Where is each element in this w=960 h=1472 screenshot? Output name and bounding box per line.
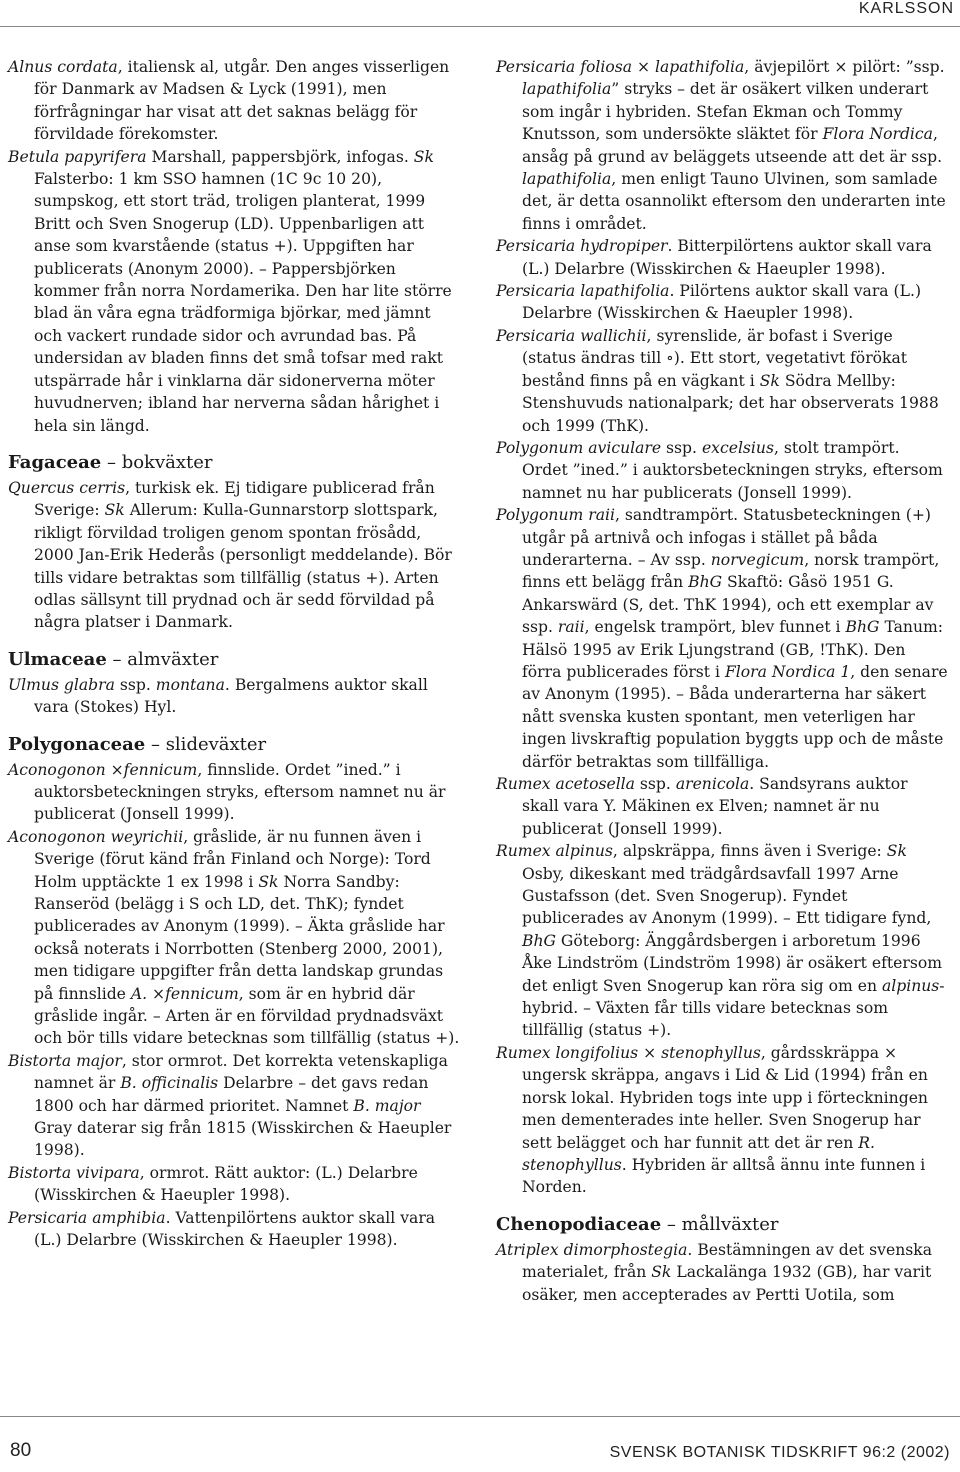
species-name: Persicaria wallichii (496, 326, 647, 345)
entry-bistorta-major: Bistorta major, stor ormrot. Det korrekta vetenskapliga namnet är B. officinalis Delarbre – det gavs redan 1800 och har därmed prioritet. Namnet B. major Gray daterar sig från 1815 (Wisskirchen & Haeupler 1998). (8, 1051, 452, 1160)
entry-rumex-longifolius-stenophyllus: Rumex longifolius × stenophyllus, gårdsskräppa × ungersk skräppa, angavs i Lid & Lid (1994) från en norsk lokal. Hybriden togs inte upp i förteckningen men dementerades inte heller. Sven Snogerup har sett belägget och har funnit att det är ren R. stenophyllus. Hybriden är alltså ännu inte funnen i Norden. (496, 1043, 928, 1197)
species-name: Persicaria amphibia (8, 1208, 166, 1227)
entry-persicaria-wallichii: Persicaria wallichii, syrenslide, är bofast i Sverige (status ändras till ∘). Ett stort, vegetativt förökat bestånd finns på en vägkant i Sk Södra Mellby: Stenshuvuds nationalpark; det har observerats 1988 och 1999 (ThK). (496, 326, 939, 435)
entry-persicaria-amphibia: Persicaria amphibia. Vattenpilörtens auktor skall vara (L.) Delarbre (Wisskirchen & Haeupler 1998). (8, 1208, 436, 1250)
entry-bistorta-vivipara: Bistorta vivipara, ormrot. Rätt auktor: (L.) Delarbre (Wisskirchen & Haeupler 1998). (8, 1163, 418, 1205)
entry-aconogonon-fennicum: Aconogonon ×fennicum, finnslide. Ordet ”ined.” i auktorsbeteckningen stryks, eftersom namnet nu är publicerat (Jonsell 1999). (8, 760, 446, 824)
species-name: Aconogonon weyrichii (8, 827, 184, 846)
species-name: Atriplex dimorphostegia (496, 1240, 688, 1259)
entry-persicaria-foliosa-lapathifolia: Persicaria foliosa × lapathifolia, ävjepilört × pilört: ”ssp. lapathifolia” stryks – det är osäkert vilken underart som ingår i hybriden. Stefan Ekman och Tommy Knutsson, som undersökte släktet för Flora Nordica, ansåg på grund av beläggets utseende att det är ssp. lapathifolia, men enligt Tauno Ulvinen, som samlade det, är detta osannolikt eftersom den underarten inte finns i området. (496, 58, 946, 233)
entry-persicaria-hydropiper: Persicaria hydropiper. Bitterpilörtens auktor skall vara (L.) Delarbre (Wisskirchen & Haeupler 1998). (496, 237, 932, 278)
species-name: Quercus cerris (8, 478, 126, 497)
right-column (496, 56, 948, 1306)
footer-rule (0, 1416, 960, 1417)
entry-aconogonon-weyrichii: Aconogonon weyrichii, gråslide, är nu funnen även i Sverige (förut känd från Finland och Norge): Tord Holm upptäckte 1 ex 1998 i Sk Norra Sandby: Ranseröd (belägg i S och LD, det. ThK); fyndet publicerades av Anonym (1999). – Äkta gråslide har också noterats i Norrbotten (Stenberg 2000, 2001), men tidigare uppgifter från detta landskap grundas på finnslide A. ×fennicum, som är en hybrid där gråslide ingår. – Arten är en förvildad prydnadsväxt och bör tills vidare betecknas som tillfällig (status +). (8, 827, 460, 1048)
section-fagaceae: Fagaceae – bokväxter (8, 451, 213, 473)
species-name: Persicaria lapathifolia (496, 282, 670, 301)
species-name: Alnus cordata (8, 58, 118, 76)
species-name: Polygonum raii (496, 506, 615, 525)
section-chenopodiaceae: Chenopodiaceae – mållväxter (496, 1213, 779, 1235)
header-rule (0, 26, 960, 27)
species-name: Rumex alpinus (496, 842, 613, 861)
section-polygonaceae: Polygonaceae – slideväxter (8, 733, 267, 755)
species-name: Rumex longifolius × stenophyllus (496, 1043, 761, 1062)
journal-reference: SVENSK BOTANISK TIDSKRIFT 96:2 (2002) (609, 1444, 950, 1461)
entry-polygonum-raii: Polygonum raii, sandtrampört. Statusbeteckningen (+) utgår på artnivå och infogas i stället på båda underarterna. – Av ssp. norvegicum, norsk trampört, finns ett belägg från BhG Skaftö: Gåsö 1951 G. Ankarswärd (S, det. ThK 1994), och ett exemplar av ssp. raii, engelsk trampört, blev funnet i BhG Tanum: Hälsö 1995 av Erik Ljungstrand (GB, !ThK). Den förra publicerades först i Flora Nordica 1, den senare av Anonym (1995). – Båda underarterna har säkert nått svenska kusten spontant, men veterligen har ingen livskraftig population byggts upp och de måste därför betraktas som tillfälliga. (496, 506, 948, 771)
species-name: Bistorta vivipara (8, 1163, 140, 1182)
species-name: Ulmus glabra (8, 675, 115, 694)
entry-polygonum-aviculare: Polygonum aviculare ssp. excelsius, stolt trampört. Ordet ”ined.” i auktorsbeteckningen stryks, eftersom namnet nu har publicerats (Jonsell 1999). (496, 438, 943, 502)
page-number: 80 (10, 1440, 32, 1461)
section-ulmaceae: Ulmaceae – almväxter (8, 648, 219, 670)
species-name: Persicaria hydropiper (496, 237, 668, 256)
entry-alnus-cordata: Alnus cordata, italiensk al, utgår. Den anges visserligen för Danmark av Madsen & Lyck (1991), men förfrågningar har visat att det saknas belägg för förvildade förekomster. (8, 58, 450, 144)
entry-persicaria-lapathifolia: Persicaria lapathifolia. Pilörtens auktor skall vara (L.) Delarbre (Wisskirchen & Haeupler 1998). (496, 282, 922, 323)
entry-atriplex-dimorphostegia: Atriplex dimorphostegia. Bestämningen av det svenska materialet, från Sk Lackalänga 1932 (GB), har varit osäker, men accepterades av Pertti Uotila, som (496, 1240, 932, 1304)
species-name: Persicaria foliosa × lapathifolia (496, 58, 745, 76)
species-name: Rumex acetosella (496, 775, 635, 793)
entry-quercus-cerris: Quercus cerris, turkisk ek. Ej tidigare publicerad från Sverige: Sk Allerum: Kulla-Gunnarstorp slottspark, rikligt förvildad troligen genom spontan frösådd, 2000 Jan-Erik Hederås (personligt meddelande). Bör tills vidare betraktas som tillfällig (status +). Arten odlas sällsynt till prydnad och är sedd förvildad på några platser i Danmark. (8, 478, 452, 632)
species-name: Bistorta major (8, 1051, 122, 1070)
entry-betula-papyrifera: Betula papyrifera Marshall, pappersbjörk, infogas. Sk Falsterbo: 1 km SSO hamnen (1C 9c 10 20), sumpskog, ett stort träd, troligen planterat, 1999 Britt och Sven Snogerup (LD). Uppenbarligen att anse som kvarstående (status +). Uppgiften har publicerats (Anonym 2000). – Pappersbjörken kommer från norra Nordamerika. Den har lite större blad än våra egna trädformiga björkar, med jämnt och vackert rundade sidor och avrundad bas. På undersidan av bladen finns det små tofsar med rakt utspärrade hår i vinklarna där sidonerverna möter huvudnerven; ibland har nerverna sådan hårighet i hela sin längd. (8, 147, 452, 435)
species-name: Aconogonon ×fennicum (8, 760, 198, 779)
entry-rumex-acetosella: Rumex acetosella ssp. arenicola. Sandsyrans auktor skall vara Y. Mäkinen ex Elven; namnet är nu publicerat (Jonsell 1999). (496, 775, 908, 838)
species-name: Betula papyrifera (8, 147, 147, 166)
species-name: Polygonum aviculare (496, 438, 662, 457)
running-head: KARLSSON (858, 0, 954, 17)
left-column (8, 56, 460, 1252)
entry-rumex-alpinus: Rumex alpinus, alpskräppa, finns även i Sverige: Sk Osby, dikeskant med trädgårdsavfall 1997 Arne Gustafsson (det. Sven Snogerup). Fyndet publicerades av Anonym (1999). – Ett tidigare fynd, BhG Göteborg: Änggårdsbergen i arboretum 1996 Åke Lindström (Lindström 1998) är osäkert eftersom det enligt Sven Snogerup kan röra sig om en alpinus-hybrid. – Växten får tills vidare betecknas som tillfällig (status +). (496, 842, 945, 1040)
entry-ulmus-glabra: Ulmus glabra ssp. montana. Bergalmens auktor skall vara (Stokes) Hyl. (8, 675, 428, 717)
